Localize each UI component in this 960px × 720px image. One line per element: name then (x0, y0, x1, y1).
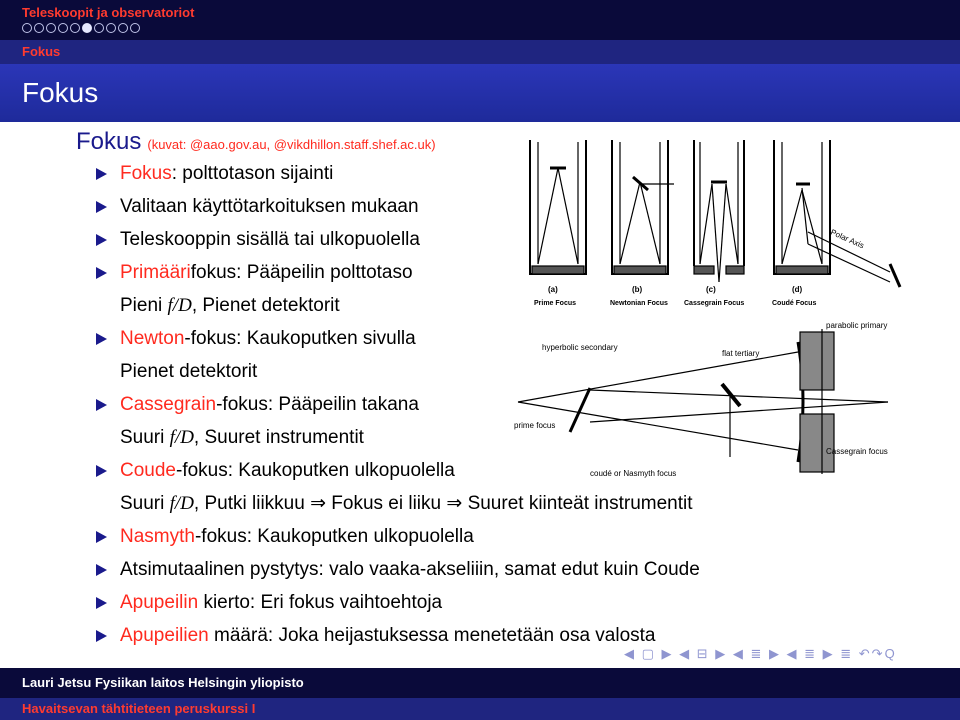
math-expression: f/D (169, 427, 194, 448)
bullet-marker (96, 465, 107, 477)
progress-dot[interactable] (82, 23, 92, 33)
polar-axis-label: Polar Axis (829, 227, 866, 251)
math-expression: f/D (169, 493, 194, 514)
progress-dot[interactable] (34, 23, 44, 33)
highlight-term: Newton (120, 328, 185, 349)
line-text: -fokus: Kaukoputken sivulla (184, 328, 416, 349)
highlight-term: Apupeilin (120, 592, 199, 613)
diagram-label: prime focus (514, 421, 556, 430)
line-text: Teleskooppin sisällä tai ulkopuolella (120, 229, 420, 250)
bullet-marker (96, 564, 107, 576)
progress-dots (22, 23, 140, 33)
line-text: määrä: Joka heijastuksessa menetetään osa valosta (208, 625, 656, 646)
footer-author-bar (0, 668, 960, 698)
navigation-controls[interactable]: ◀ ▢ ▶ ◀ ⊟ ▶ ◀ ≣ ▶ ◀ ≣ ▶ ≣ ↶↷Q (624, 646, 897, 661)
bullet-subline (120, 295, 340, 317)
bullet-marker (96, 201, 107, 213)
bullet-subline (120, 427, 364, 449)
footer-course-bar (0, 698, 960, 720)
bullet-marker (96, 333, 107, 345)
bullet-marker (96, 168, 107, 180)
line-text: Suuri (120, 427, 170, 448)
bullet-item (120, 229, 420, 251)
frame-title: Fokus (22, 77, 99, 108)
line-text: kierto: Eri fokus vaihtoehtoja (198, 592, 443, 613)
progress-dot[interactable] (130, 23, 140, 33)
line-text: Suuri (120, 493, 170, 514)
bullet-subline (120, 493, 693, 515)
bullet-subline (120, 361, 257, 383)
line-text: , Suuret instrumentit (193, 427, 364, 448)
bullet-item (120, 559, 700, 581)
telescope-diagram (508, 132, 908, 492)
image-source: (kuvat: @aao.gov.au, @vikdhillon.staff.shef.ac.uk) (147, 137, 436, 152)
line-text: , Pienet detektorit (191, 295, 340, 316)
bullet-marker (96, 630, 107, 642)
bullet-item (120, 625, 656, 647)
panel-caption: Prime Focus (534, 300, 577, 307)
bullet-item (120, 460, 455, 482)
subsection-title[interactable]: Fokus (22, 44, 61, 59)
highlight-term: Apupeilien (120, 625, 209, 646)
header-bar (0, 0, 960, 40)
diagram-label: coudé or Nasmyth focus (590, 469, 677, 478)
bullet-marker (96, 399, 107, 411)
panel-letter: (d) (792, 285, 803, 294)
footer-author: Lauri Jetsu Fysiikan laitos Helsingin yliopisto (22, 675, 304, 690)
frame-title-bar (0, 64, 960, 122)
progress-dot[interactable] (70, 23, 80, 33)
diagram-label: hyperbolic secondary (542, 343, 618, 352)
line-text: -fokus: Kaukoputken ulkopuolella (194, 526, 474, 547)
panel-letter: (b) (632, 285, 643, 294)
panel-letter: (c) (706, 285, 716, 294)
diagram-label: Cassegrain focus (826, 447, 888, 456)
progress-dot[interactable] (22, 23, 32, 33)
bullet-item (120, 328, 416, 350)
section-title[interactable]: Teleskoopit ja observatoriot (22, 5, 195, 20)
line-text: -fokus: Kaukoputken ulkopuolella (176, 460, 455, 481)
panel-caption: Newtonian Focus (610, 300, 668, 307)
bullet-marker (96, 597, 107, 609)
footer-course: Havaitsevan tähtitieteen peruskurssi I (22, 701, 256, 716)
block-heading (76, 128, 436, 156)
line-text: Valitaan käyttötarkoituksen mukaan (120, 196, 419, 217)
line-text: fokus: Pääpeilin polttotaso (190, 262, 413, 283)
bullet-item (120, 394, 419, 416)
panel-letter: (a) (548, 285, 558, 294)
highlight-term: Cassegrain (120, 394, 217, 415)
progress-dot[interactable] (118, 23, 128, 33)
bullet-item (120, 592, 442, 614)
bullet-item (120, 196, 419, 218)
line-text: Atsimutaalinen pystytys: valo vaaka-akseliiin, samat edut kuin Coude (120, 559, 700, 580)
diagram-label: flat tertiary (722, 349, 760, 358)
progress-dot[interactable] (106, 23, 116, 33)
bullet-marker (96, 267, 107, 279)
highlight-term: Primääri (120, 262, 191, 283)
panel-caption: Coudé Focus (772, 300, 817, 307)
subsection-bar (0, 40, 960, 64)
line-text: Pieni (120, 295, 168, 316)
bullet-item (120, 526, 474, 548)
panel-caption: Cassegrain Focus (684, 300, 745, 307)
bullet-marker (96, 531, 107, 543)
progress-dot[interactable] (58, 23, 68, 33)
progress-dot[interactable] (94, 23, 104, 33)
math-expression: f/D (167, 295, 192, 316)
line-text: : polttotason sijainti (171, 163, 334, 184)
bullet-item (120, 163, 333, 185)
diagram-label: parabolic primary (826, 321, 888, 330)
block-title: Fokus (76, 128, 142, 155)
highlight-term: Fokus (120, 163, 172, 184)
bullet-marker (96, 234, 107, 246)
line-text: Pienet detektorit (120, 361, 258, 382)
highlight-term: Nasmyth (120, 526, 195, 547)
highlight-term: Coude (120, 460, 176, 481)
progress-dot[interactable] (46, 23, 56, 33)
bullet-item (120, 262, 413, 284)
line-text: -fokus: Pääpeilin takana (216, 394, 419, 415)
line-text: , Putki liikkuu ⇒ Fokus ei liiku ⇒ Suuret kiinteät instrumentit (193, 493, 693, 514)
